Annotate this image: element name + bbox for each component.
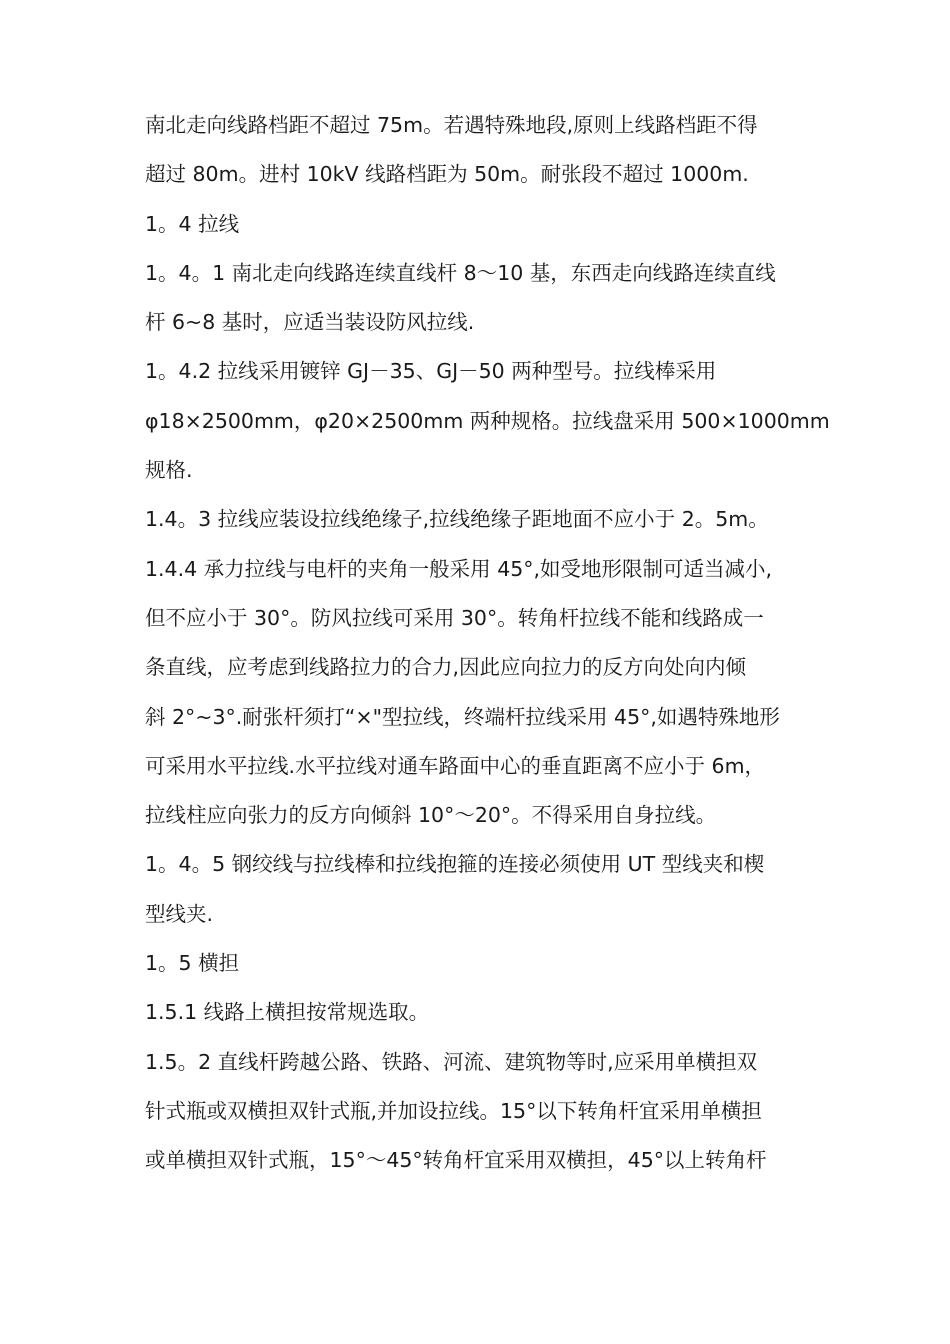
text-line: 杆 6~8 基时，应适当装设防风拉线.	[145, 310, 475, 335]
text-line: 1.4。3 拉线应装设拉线绝缘子,拉线绝缘子距地面不应小于 2。5m。	[145, 507, 769, 532]
text-line: 斜 2°~3°.耐张杆须打“×"型拉线，终端杆拉线采用 45°,如遇特殊地形	[145, 704, 780, 729]
text-line: 条直线，应考虑到线路拉力的合力,因此应向拉力的反方向处向内倾	[145, 655, 747, 680]
text-line: 拉线柱应向张力的反方向倾斜 10°～20°。不得采用自身拉线。	[145, 803, 717, 828]
text-line: φ18×2500mm，φ20×2500mm 两种规格。拉线盘采用 500×1000mm	[145, 408, 830, 433]
text-line: 型线夹.	[145, 901, 214, 926]
text-line: 针式瓶或双横担双针式瓶,并加设拉线。15°以下转角杆宜采用单横担	[145, 1098, 762, 1123]
text-line: 1.5.1 线路上横担按常规选取。	[145, 1000, 430, 1025]
text-line: 1。4.2 拉线采用镀锌 GJ－35、GJ－50 两种型号。拉线棒采用	[145, 359, 717, 384]
document-body	[145, 101, 830, 1186]
text-line: 但不应小于 30°。防风拉线可采用 30°。转角杆拉线不能和线路成一	[145, 605, 764, 630]
text-line: 1。4。1 南北走向线路连续直线杆 8～10 基，东西走向线路连续直线	[145, 260, 776, 285]
text-line: 1.4.4 承力拉线与电杆的夹角一般采用 45°,如受地形限制可适当减小,	[145, 556, 773, 581]
text-line: 或单横担双针式瓶，15°～45°转角杆宜采用双横担，45°以上转角杆	[145, 1148, 767, 1173]
text-line: 1。4。5 钢绞线与拉线棒和拉线抱箍的连接必须使用 UT 型线夹和楔	[145, 852, 765, 877]
text-line: 可采用水平拉线.水平拉线对通车路面中心的垂直距离不应小于 6m，	[145, 753, 766, 778]
text-line: 1.5。2 直线杆跨越公路、铁路、河流、建筑物等时,应采用单横担双	[145, 1049, 758, 1074]
section-heading: 1。5 横担	[145, 951, 240, 976]
text-line: 南北走向线路档距不超过 75m。若遇特殊地段,原则上线路档距不得	[145, 113, 758, 137]
section-heading: 1。4 拉线	[145, 211, 240, 236]
text-line: 超过 80m。进村 10kV 线路档距为 50m。耐张段不超过 1000m.	[145, 162, 749, 187]
text-line: 规格.	[145, 458, 193, 483]
